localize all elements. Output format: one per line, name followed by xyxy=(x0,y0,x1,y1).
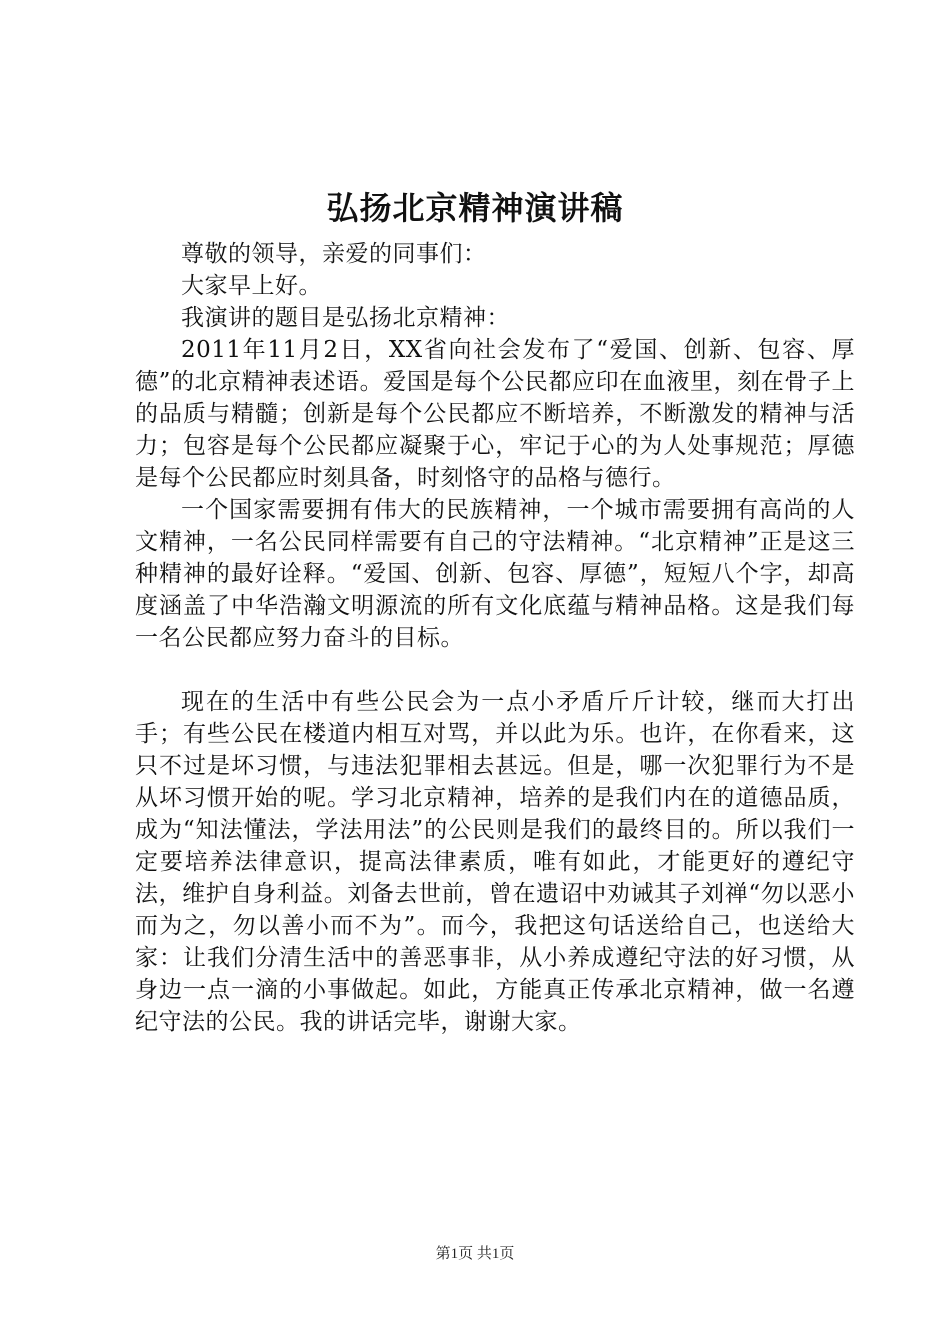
law-abiding-paragraph: 现在的生活中有些公民会为一点小矛盾斤斤计较，继而大打出手；有些公民在楼道内相互对骂，并以此为乐。也许，在你看来，这只不过是坏习惯，与违法犯罪相去甚远。但是，哪一次犯罪行为不是从坏习惯开始的呢。学习北京精神，培养的是我们内在的道德品质，成为“知法懂法，学法用法”的公民则是我们的最终目的。所以我们一定要培养法律意识，提高法律素质，唯有如此，才能更好的遵纪守法，维护自身利益。刘备去世前，曾在遗诏中劝诫其子刘禅“勿以恶小而为之，勿以善小而不为”。而今，我把这句话送给自己，也送给大家：让我们分清生活中的善恶事非，从小养成遵纪守法的好习惯，从身边一点一滴的小事做起。如此，方能真正传承北京精神，做一名遵纪守法的公民。我的讲话完毕，谢谢大家。 xyxy=(135,689,855,1035)
greeting-paragraph: 尊敬的领导，亲爱的同事们： xyxy=(181,241,487,267)
page-number-footer: 第1页 共1页 xyxy=(435,1246,515,1262)
beijing-spirit-definition-paragraph: 2011年11月2日，XX省向社会发布了“爱国、创新、包容、厚德”的北京精神表述语。爱国是每个公民都应印在血液里，刻在骨子上的品质与精髓；创新是每个公民都应不断培养，不断激发的精神与活力；包容是每个公民都应凝聚于心，牢记于心的为人处事规范；厚德是每个公民都应时刻具备，时刻恪守的品格与德行。 xyxy=(135,337,855,491)
document-title: 弘扬北京精神演讲稿 xyxy=(326,189,624,227)
document-body xyxy=(135,238,855,1038)
morning-greeting-paragraph: 大家早上好。 xyxy=(181,273,322,299)
topic-paragraph: 我演讲的题目是弘扬北京精神： xyxy=(181,305,510,331)
national-spirit-paragraph: 一个国家需要拥有伟大的民族精神，一个城市需要拥有高尚的人文精神，一名公民同样需要有自己的守法精神。“北京精神”正是这三种精神的最好诠释。“爱国、创新、包容、厚德”，短短八个字，却高度涵盖了中华浩瀚文明源流的所有文化底蕴与精神品格。这是我们每一名公民都应努力奋斗的目标。 xyxy=(135,497,855,651)
